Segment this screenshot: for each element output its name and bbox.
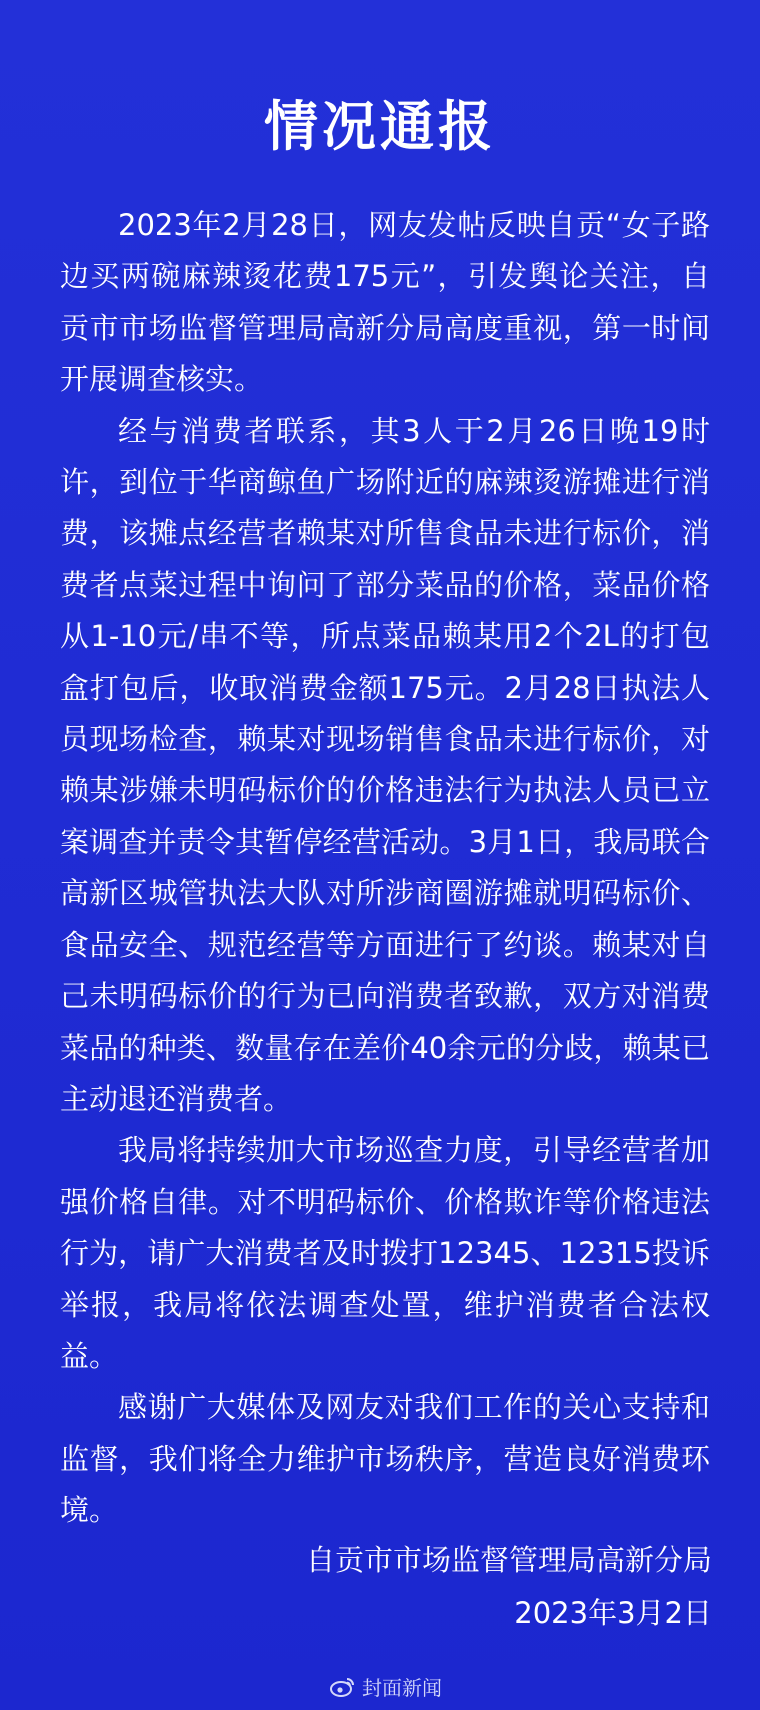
notice-body [60, 200, 710, 1537]
watermark [330, 1672, 442, 1701]
signature-date: 2023年3月2日 [514, 1596, 712, 1630]
paragraph-3: 我局将持续加大市场巡查力度，引导经营者加强价格自律。对不明码标价、价格欺诈等价格违法行为，请广大消费者及时拨打12345、12315投诉举报，我局将依法调查处置，维护消费者合法权益。 [60, 1133, 710, 1373]
watermark-text: 封面新闻 [362, 1676, 442, 1700]
paragraph-2: 经与消费者联系，其3人于2月26日晚19时许，到位于华商鲸鱼广场附近的麻辣烫游摊进行消费，该摊点经营者赖某对所售食品未进行标价，消费者点菜过程中询问了部分菜品的价格，菜品价格从1-10元/串不等，所点菜品赖某用2个2L的打包盒打包后，收取消费金额175元。2月28日执法人员现场检查，赖某对现场销售食品未进行标价，对赖某涉嫌未明码标价的价格违法行为执法人员已立案调查并责令其暂停经营活动。3月1日，我局联合高新区城管执法大队对所涉商圈游摊就明码标价、食品安全、规范经营等方面进行了约谈。赖某对自己未明码标价的行为已向消费者致歉，双方对消费菜品的种类、数量存在差价40余元的分歧，赖某已主动退还消费者。 [60, 413, 710, 1116]
signature-org: 自贡市市场监督管理局高新分局 [305, 1543, 712, 1577]
paragraph-1: 2023年2月28日，网友发帖反映自贡“女子路边买两碗麻辣烫花费175元”，引发舆论关注，自贡市市场监督管理局高新分局高度重视，第一时间开展调查核实。 [60, 208, 710, 397]
signature-block [306, 1534, 712, 1640]
weibo-icon [330, 1676, 356, 1698]
paragraph-4: 感谢广大媒体及网友对我们工作的关心支持和监督，我们将全力维护市场秩序，营造良好消费环境。 [60, 1390, 710, 1528]
notice-title: 情况通报 [264, 94, 496, 158]
